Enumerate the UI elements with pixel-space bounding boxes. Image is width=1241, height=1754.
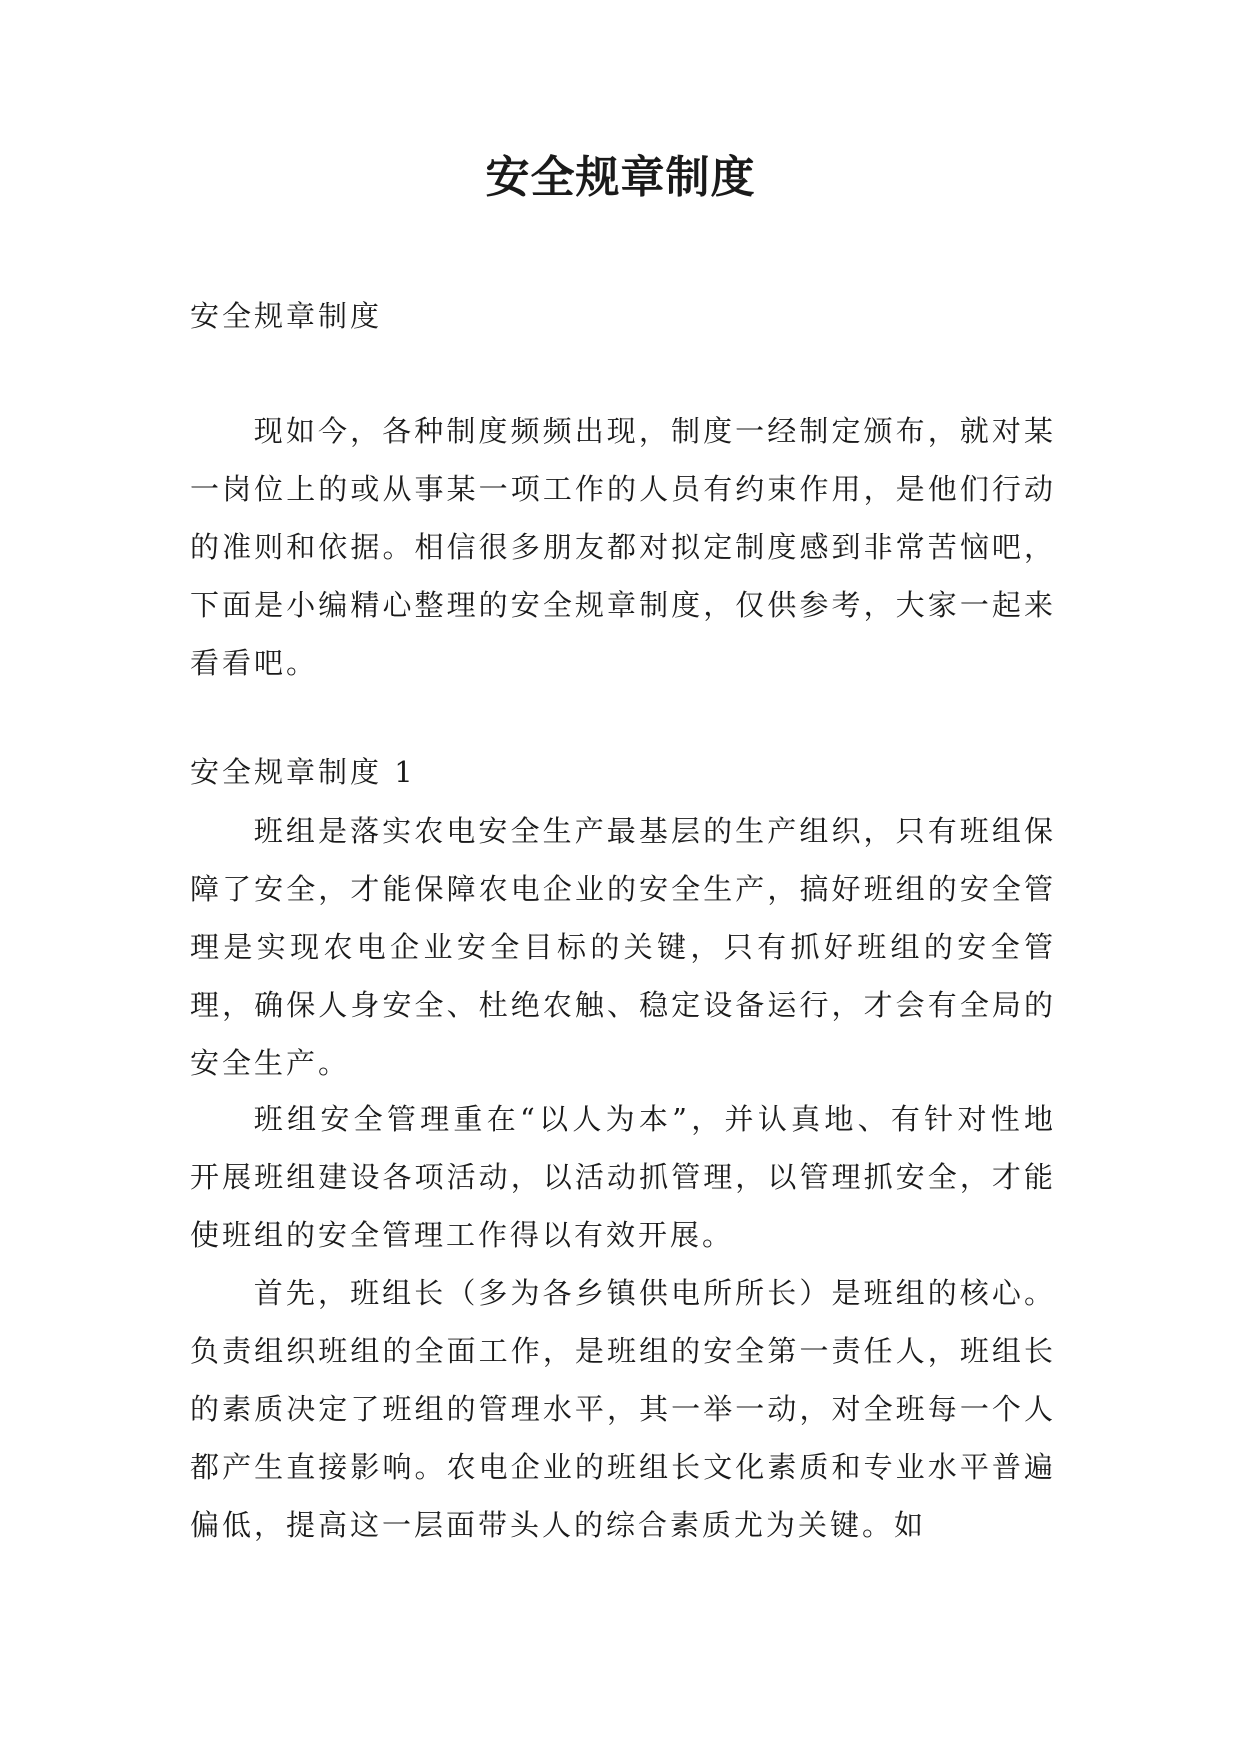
paragraph-1: 班组是落实农电安全生产最基层的生产组织，只有班组保障了安全，才能保障农电企业的安全生产，搞好班组的安全管理是实现农电企业安全目标的关键，只有抓好班组的安全管理，确保人身安全、杜绝农触、稳定设备运行，才会有全局的安全生产。 — [190, 814, 1056, 1080]
document-title: 安全规章制度 — [485, 152, 756, 203]
paragraph-2: 班组安全管理重在“以人为本”，并认真地、有针对性地开展班组建设各项活动，以活动抓管理，以管理抓安全，才能使班组的安全管理工作得以有效开展。 — [190, 1102, 1056, 1252]
document-subtitle: 安全规章制度 — [190, 299, 383, 333]
paragraph-3: 首先，班组长（多为各乡镇供电所所长）是班组的核心。负责组织班组的全面工作，是班组的安全第一责任人，班组长的素质决定了班组的管理水平，其一举一动，对全班每一个人都产生直接影响。农电企业的班组长文化素质和专业水平普遍偏低，提高这一层面带头人的综合素质尤为关键。如 — [190, 1276, 1056, 1542]
section-heading: 安全规章制度 1 — [190, 755, 416, 789]
intro-paragraph: 现如今，各种制度频频出现，制度一经制定颁布，就对某一岗位上的或从事某一项工作的人员有约束作用，是他们行动的准则和依据。相信很多朋友都对拟定制度感到非常苦恼吧，下面是小编精心整理的安全规章制度，仅供参考，大家一起来看看吧。 — [190, 414, 1056, 680]
